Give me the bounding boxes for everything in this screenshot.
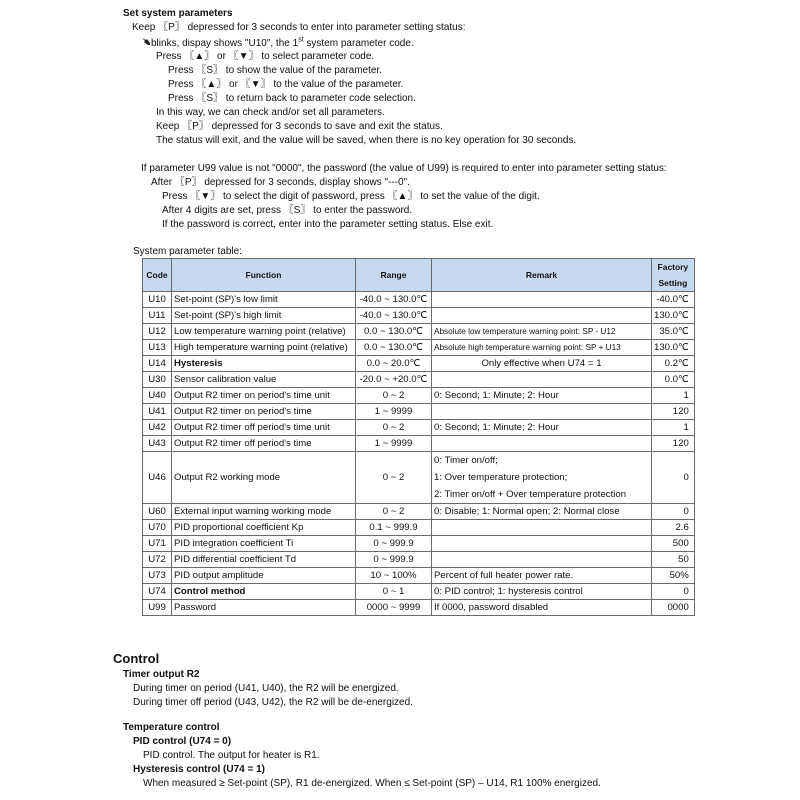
cell-range: 0.0 ~ 20.0℃ [356, 356, 432, 372]
cell-range: 0 ~ 2 [356, 420, 432, 436]
cell-remark [432, 404, 652, 420]
cell-function: Control method [172, 584, 356, 600]
cell-range: 0 ~ 2 [356, 504, 432, 520]
cell-range: 0 ~ 1 [356, 584, 432, 600]
cell-code: U40 [143, 388, 172, 404]
cell-factory: 2.6 [652, 520, 695, 536]
table-row [143, 552, 695, 568]
cell-function: Output R2 working mode [172, 452, 356, 504]
cell-code: U41 [143, 404, 172, 420]
table-row [143, 308, 695, 324]
cell-factory: 35.0℃ [652, 324, 695, 340]
cell-function: PID differential coefficient Td [172, 552, 356, 568]
cell-factory: 120 [652, 436, 695, 452]
cell-range: 10 ~ 100% [356, 568, 432, 584]
cell-range: 0 ~ 2 [356, 452, 432, 504]
cell-remark [432, 552, 652, 568]
remark-line: 1: Over temperature protection; [434, 472, 568, 483]
cell-factory: 0 [652, 584, 695, 600]
cell-code: U73 [143, 568, 172, 584]
cell-remark: Absolute low temperature warning point: SP - U12 [432, 324, 652, 340]
cell-remark: 0: Second; 1: Minute; 2: Hour [432, 420, 652, 436]
cell-range: 0.0 ~ 130.0℃ [356, 324, 432, 340]
cell-remark: Only effective when U74 = 1 [432, 356, 652, 372]
table-row [143, 536, 695, 552]
cell-code: U71 [143, 536, 172, 552]
cell-function: Sensor calibration value [172, 372, 356, 388]
cell-range: 1 ~ 9999 [356, 404, 432, 420]
cell-remark [432, 536, 652, 552]
table-row [143, 420, 695, 436]
cell-range: 0.1 ~ 999.9 [356, 520, 432, 536]
timer-on-text: During timer on period (U41, U40), the R2 will be energized. [133, 683, 399, 694]
table-row [143, 388, 695, 404]
cell-function: Low temperature warning point (relative) [172, 324, 356, 340]
cell-remark [432, 292, 652, 308]
cell-factory: 1 [652, 388, 695, 404]
cell-remark: 0: Second; 1: Minute; 2: Hour [432, 388, 652, 404]
cell-factory: 0.0℃ [652, 372, 695, 388]
password-line-5: If the password is correct, enter into the parameter setting status. Else exit. [162, 219, 494, 230]
cell-remark [432, 308, 652, 324]
setup-line-7: In this way, we can check and/or set all parameters. [156, 107, 385, 118]
cell-range: 0 ~ 999.9 [356, 552, 432, 568]
cell-range: -40.0 ~ 130.0℃ [356, 308, 432, 324]
cell-range: 0 ~ 999.9 [356, 536, 432, 552]
password-line-2: After 〖P〗 depressed for 3 seconds, display shows "---0". [151, 177, 410, 188]
remark-line: 2: Timer on/off + Over temperature protection [434, 489, 627, 500]
setup-heading: Set system parameters [123, 8, 233, 19]
cell-factory: 0000 [652, 600, 695, 616]
cell-function: Output R2 timer on period's time unit [172, 388, 356, 404]
setup-line-1: Keep 〖P〗 depressed for 3 seconds to enter into parameter setting status: [132, 22, 466, 33]
cell-range: 1 ~ 9999 [356, 436, 432, 452]
table-row [143, 504, 695, 520]
cell-factory: 1 [652, 420, 695, 436]
password-line-1: If parameter U99 value is not "0000", the password (the value of U99) is required to enter into parameter setting status: [141, 163, 667, 174]
wrench-icon [141, 36, 151, 50]
cell-function: PID output amplitude [172, 568, 356, 584]
cell-code: U43 [143, 436, 172, 452]
cell-function: Password [172, 600, 356, 616]
pid-text: PID control. The output for heater is R1. [143, 750, 320, 761]
header-factory-2: Setting [658, 278, 688, 288]
control-heading: Control [113, 651, 160, 666]
remark-line: 0: Timer on/off; [434, 455, 498, 466]
password-line-4: After 4 digits are set, press 〖S〗 to enter the password. [162, 205, 413, 216]
cell-remark [432, 452, 652, 504]
cell-remark: Percent of full heater power rate. [432, 568, 652, 584]
hysteresis-heading: Hysteresis control (U74 = 1) [133, 764, 265, 775]
cell-factory: 500 [652, 536, 695, 552]
cell-factory: 130.0℃ [652, 340, 695, 356]
cell-code: U46 [143, 452, 172, 504]
cell-code: U14 [143, 356, 172, 372]
cell-function: Output R2 timer on period's time [172, 404, 356, 420]
cell-factory: -40.0℃ [652, 292, 695, 308]
cell-function: High temperature warning point (relative) [172, 340, 356, 356]
cell-range: 0 ~ 2 [356, 388, 432, 404]
table-row [143, 340, 695, 356]
password-line-3: Press 〖▼〗 to select the digit of password, press 〖▲〗 to set the value of the digit. [162, 191, 540, 202]
system-parameter-table [142, 258, 695, 616]
table-caption: System parameter table: [133, 246, 242, 257]
cell-factory: 0 [652, 452, 695, 504]
cell-remark: 0: PID control; 1: hysteresis control [432, 584, 652, 600]
cell-code: U10 [143, 292, 172, 308]
cell-remark [432, 372, 652, 388]
cell-code: U12 [143, 324, 172, 340]
cell-function: External input warning working mode [172, 504, 356, 520]
cell-range: 0.0 ~ 130.0℃ [356, 340, 432, 356]
cell-factory: 0 [652, 504, 695, 520]
cell-factory: 130.0℃ [652, 308, 695, 324]
cell-remark [432, 436, 652, 452]
cell-range: -40.0 ~ 130.0℃ [356, 292, 432, 308]
cell-function: PID integration coefficient Ti [172, 536, 356, 552]
cell-remark: If 0000, password disabled [432, 600, 652, 616]
cell-code: U13 [143, 340, 172, 356]
table-row [143, 452, 695, 504]
table-row [143, 568, 695, 584]
table-row [143, 324, 695, 340]
header-factory-1: Factory [657, 262, 689, 272]
cell-function: Set-point (SP)'s high limit [172, 308, 356, 324]
header-function: Function [172, 259, 356, 292]
cell-remark: Absolute high temperature warning point: SP + U13 [432, 340, 652, 356]
setup-line-2-text: blinks, dispay shows "U10", the 1 [151, 38, 299, 49]
setup-line-2-sup: st [298, 36, 304, 44]
table-row [143, 372, 695, 388]
cell-code: U99 [143, 600, 172, 616]
table-row [143, 520, 695, 536]
cell-factory: 120 [652, 404, 695, 420]
cell-factory: 50 [652, 552, 695, 568]
setup-line-3: Press 〖▲〗 or 〖▼〗 to select parameter code. [156, 51, 375, 62]
pid-heading: PID control (U74 = 0) [133, 736, 232, 747]
table-row [143, 404, 695, 420]
setup-line-8: Keep 〖P〗 depressed for 3 seconds to save and exit the status. [156, 121, 443, 132]
cell-code: U60 [143, 504, 172, 520]
cell-remark [432, 520, 652, 536]
cell-remark: 0: Disable; 1: Normal open; 2: Normal close [432, 504, 652, 520]
setup-line-4: Press 〖S〗 to show the value of the parameter. [168, 65, 382, 76]
cell-range: -20.0 ~ +20.0℃ [356, 372, 432, 388]
header-remark: Remark [432, 259, 652, 292]
cell-factory: 50% [652, 568, 695, 584]
table-row [143, 356, 695, 372]
table-row [143, 600, 695, 616]
cell-function: PID proportional coefficient Kp [172, 520, 356, 536]
setup-line-2-tail: system parameter code. [303, 38, 414, 49]
table-row [143, 292, 695, 308]
timer-off-text: During timer off period (U43, U42), the R2 will be de-energized. [133, 697, 413, 708]
temperature-control-heading: Temperature control [123, 722, 220, 733]
timer-heading: Timer output R2 [123, 669, 200, 680]
cell-function: Hysteresis [172, 356, 356, 372]
cell-code: U30 [143, 372, 172, 388]
cell-code: U42 [143, 420, 172, 436]
cell-factory: 0.2℃ [652, 356, 695, 372]
cell-range: 0000 ~ 9999 [356, 600, 432, 616]
hysteresis-text: When measured ≥ Set-point (SP), R1 de-energized. When ≤ Set-point (SP) – U14, R1 100% energized. [143, 778, 601, 789]
header-code: Code [143, 259, 172, 292]
cell-function: Output R2 timer off period's time unit [172, 420, 356, 436]
setup-line-6: Press 〖S〗 to return back to parameter code selection. [168, 93, 416, 104]
table-header-row [143, 259, 695, 292]
cell-function: Set-point (SP)'s low limit [172, 292, 356, 308]
cell-function: Output R2 timer off period's time [172, 436, 356, 452]
cell-code: U74 [143, 584, 172, 600]
table-row [143, 584, 695, 600]
setup-line-5: Press 〖▲〗 or 〖▼〗 to the value of the parameter. [168, 79, 404, 90]
cell-code: U72 [143, 552, 172, 568]
table-row [143, 436, 695, 452]
header-factory-setting [652, 259, 695, 292]
setup-line-2 [141, 36, 414, 50]
header-range: Range [356, 259, 432, 292]
cell-code: U70 [143, 520, 172, 536]
cell-code: U11 [143, 308, 172, 324]
setup-line-9: The status will exit, and the value will be saved, when there is no key operation for 30 seconds. [156, 135, 577, 146]
